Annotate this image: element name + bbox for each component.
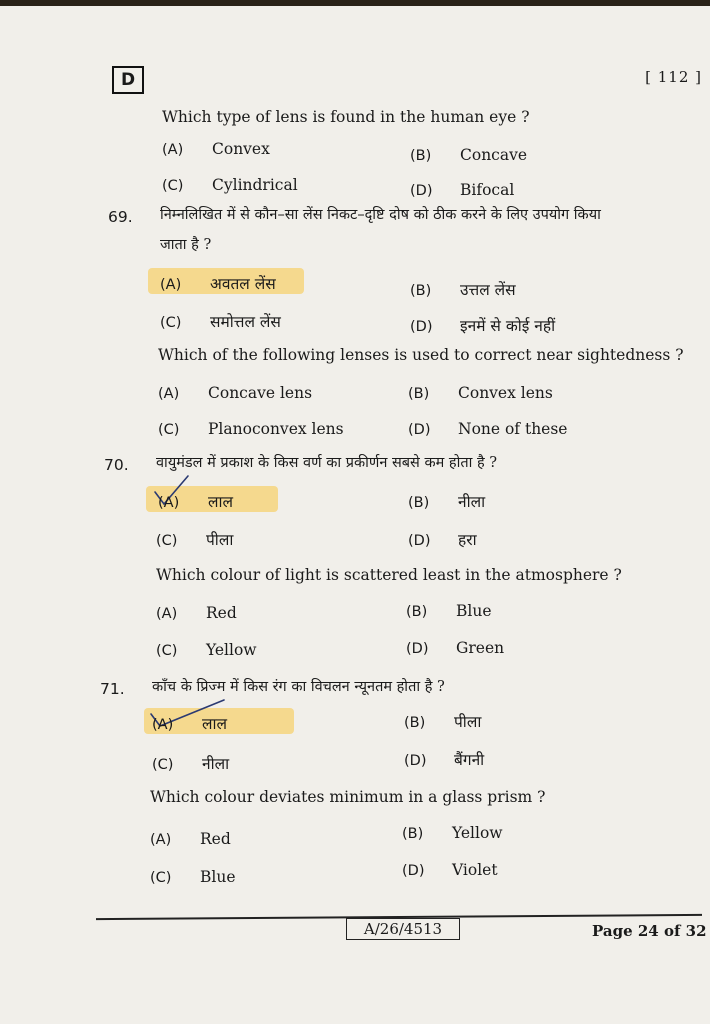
- option-label: (B): [406, 604, 428, 620]
- option-text: Concave: [460, 146, 528, 164]
- q68-option-d[interactable]: [410, 181, 514, 199]
- option-label: (A): [158, 495, 180, 511]
- option-label: (C): [158, 422, 180, 438]
- q70-option-a[interactable]: [156, 604, 237, 622]
- question-69-english: Which of the following lenses is used to correct near sightedness ?: [158, 346, 684, 364]
- option-text: Planoconvex lens: [208, 420, 344, 438]
- q71-hindi-option-d[interactable]: [404, 748, 484, 770]
- top-edge: [0, 0, 710, 6]
- q70-option-d[interactable]: [406, 639, 504, 657]
- q71-option-b[interactable]: [402, 824, 503, 842]
- option-text: बैंगनी: [454, 751, 485, 769]
- set-code-box: D: [112, 66, 144, 94]
- q69-hindi-option-c[interactable]: [160, 310, 281, 332]
- option-label: (C): [156, 643, 178, 659]
- q71-hindi-option-c[interactable]: [152, 752, 229, 774]
- option-label: (B): [410, 148, 432, 164]
- option-text: Concave lens: [208, 384, 313, 402]
- q71-option-d[interactable]: [402, 861, 498, 879]
- hindi-line: जाता है ?: [160, 237, 212, 253]
- option-label: (B): [410, 283, 432, 299]
- question-71-hindi: काँच के प्रिज्म में किस रंग का विचलन न्यूनतम होता है ?: [152, 679, 445, 695]
- q68-option-a[interactable]: [162, 140, 270, 158]
- q69-hindi-option-b[interactable]: [410, 278, 516, 300]
- option-text: लाल: [202, 715, 228, 733]
- option-label: (A): [158, 386, 180, 402]
- option-label: (D): [410, 183, 433, 199]
- option-text: Bifocal: [460, 181, 515, 199]
- option-label: (A): [162, 142, 184, 158]
- question-number: 71.: [100, 680, 125, 698]
- option-text: Red: [206, 604, 237, 622]
- q71-hindi-option-b[interactable]: [404, 710, 481, 732]
- q70-hindi-option-b[interactable]: [408, 490, 485, 512]
- option-label: (B): [408, 386, 430, 402]
- option-text: हरा: [458, 531, 477, 549]
- option-text: Blue: [200, 868, 236, 886]
- q71-hindi-option-a[interactable]: [152, 712, 227, 734]
- question-68-english: Which type of lens is found in the human eye ?: [162, 108, 530, 126]
- option-text: Cylindrical: [212, 176, 298, 194]
- option-text: None of these: [458, 420, 568, 438]
- option-text: Yellow: [206, 641, 257, 659]
- q69-hindi-option-d[interactable]: [410, 314, 555, 336]
- question-71-english: Which colour deviates minimum in a glass prism ?: [150, 788, 546, 806]
- q70-hindi-option-c[interactable]: [156, 528, 233, 550]
- q71-option-a[interactable]: [150, 830, 231, 848]
- option-label: (C): [152, 757, 174, 773]
- option-label: (B): [408, 495, 430, 511]
- q70-option-b[interactable]: [406, 602, 492, 620]
- booklet-code: A/26/4513: [346, 918, 460, 940]
- option-text: उत्तल लेंस: [460, 281, 516, 299]
- option-label: (D): [402, 863, 425, 879]
- question-69-hindi: [160, 200, 601, 260]
- option-text: नीला: [458, 493, 486, 511]
- option-text: लाल: [208, 493, 234, 511]
- q70-option-c[interactable]: [156, 641, 257, 659]
- option-text: इनमें से कोई नहीं: [460, 317, 556, 335]
- option-label: (C): [160, 315, 182, 331]
- option-label: (D): [410, 319, 433, 335]
- option-text: नीला: [202, 755, 230, 773]
- question-number: 69.: [108, 208, 133, 226]
- option-text: समोत्तल लेंस: [210, 313, 281, 331]
- page-number: Page 24 of 32: [592, 922, 707, 940]
- option-label: (C): [156, 533, 178, 549]
- q68-option-c[interactable]: [162, 176, 298, 194]
- hindi-line: निम्नलिखित में से कौन–सा लेंस निकट–दृष्टि दोष को ठीक करने के लिए उपयोग किया: [160, 207, 601, 223]
- option-label: (D): [408, 422, 431, 438]
- question-70-english: Which colour of light is scattered least in the atmosphere ?: [156, 566, 622, 584]
- option-label: (C): [162, 178, 184, 194]
- q70-hindi-option-d[interactable]: [408, 528, 477, 550]
- q69-option-c[interactable]: [158, 420, 344, 438]
- option-label: (A): [156, 606, 178, 622]
- option-label: (D): [404, 753, 427, 769]
- option-text: Convex lens: [458, 384, 553, 402]
- option-text: Convex: [212, 140, 270, 158]
- option-text: Yellow: [452, 824, 503, 842]
- option-text: पीला: [206, 531, 234, 549]
- option-label: (D): [408, 533, 431, 549]
- option-text: Green: [456, 639, 505, 657]
- option-label: (C): [150, 870, 172, 886]
- question-number: 70.: [104, 456, 129, 474]
- q71-option-c[interactable]: [150, 868, 236, 886]
- q69-option-d[interactable]: [408, 420, 567, 438]
- q69-option-b[interactable]: [408, 384, 553, 402]
- option-label: (A): [150, 832, 172, 848]
- q69-hindi-option-a[interactable]: [160, 272, 276, 294]
- option-text: Violet: [452, 861, 498, 879]
- option-label: (D): [406, 641, 429, 657]
- q68-option-b[interactable]: [410, 146, 527, 164]
- option-label: (A): [160, 277, 182, 293]
- option-label: (B): [404, 715, 426, 731]
- question-70-hindi: वायुमंडल में प्रकाश के किस वर्ण का प्रकीर्णन सबसे कम होता है ?: [156, 455, 498, 471]
- page-marker: [ 112 ]: [645, 68, 702, 86]
- option-text: पीला: [454, 713, 482, 731]
- option-text: Blue: [456, 602, 492, 620]
- q70-hindi-option-a[interactable]: [158, 490, 233, 512]
- option-text: अवतल लेंस: [210, 275, 276, 293]
- q69-option-a[interactable]: [158, 384, 312, 402]
- option-label: (B): [402, 826, 424, 842]
- option-label: (A): [152, 717, 174, 733]
- option-text: Red: [200, 830, 231, 848]
